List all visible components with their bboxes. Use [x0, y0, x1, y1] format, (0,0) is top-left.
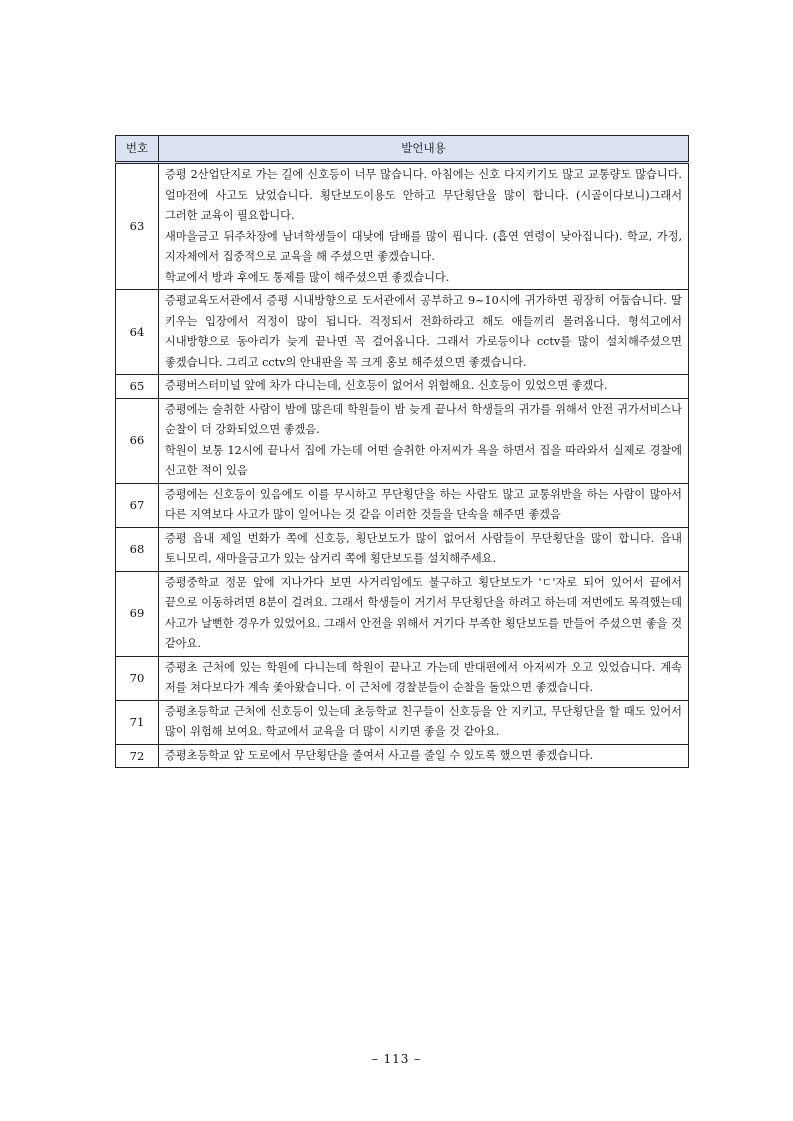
table-row — [116, 571, 689, 656]
content-paragraph: 증평초등학교 근처에 신호등이 있는데 초등학교 친구들이 신호등을 안 지키고, 무단횡단을 할 때도 있어서 많이 위험해 보여요. 학교에서 교육을 더 많이 시키면 좋을 것 같아요. — [165, 704, 682, 738]
row-number: 71 — [116, 700, 159, 744]
table-row — [116, 375, 689, 399]
row-number: 66 — [116, 398, 159, 483]
content-paragraph: 증평 2산업단지로 가는 길에 신호등이 너무 많습니다. 아침에는 신호 다지키기도 많고 교통량도 많습니다. 얼마전에 사고도 났었습니다. 횡단보도이용도 안하고 무단횡단을 많이 합니다. (시골이다보니)그래서 그러한 교육이 필요합니다. — [165, 168, 682, 222]
row-content — [159, 571, 689, 656]
row-number: 63 — [116, 163, 159, 290]
row-content — [159, 744, 689, 768]
row-number: 64 — [116, 290, 159, 375]
content-paragraph: 증평에는 술취한 사람이 밤에 많은데 학원들이 밤 늦게 끝나서 학생들의 귀가를 위해서 안전 귀가서비스나 순찰이 더 강화되었으면 좋겠음. — [165, 402, 682, 436]
row-content — [159, 483, 689, 527]
content-paragraph: 증평 읍내 제일 번화가 쪽에 신호등, 횡단보도가 많이 없어서 사람들이 무단횡단을 많이 합니다. 읍내 토니모리, 새마을금고가 있는 삼거리 쪽에 횡단보도를 설치해주세요. — [165, 531, 682, 565]
row-number: 72 — [116, 744, 159, 768]
row-content — [159, 163, 689, 290]
content-paragraph: 증평중학교 정문 앞에 지나가다 보면 사거리임에도 불구하고 횡단보도가 'ㄷ'자로 되어 있어서 끝에서 끝으로 이동하려면 8분이 걸려요. 그래서 학생들이 거기서 무단횡단을 하려고 하는데 저번에도 목격했는데 사고가 날뻔한 경우가 있었어요. 그래서 안전을 위해서 거기다 부족한 횡단보도를 만들어 주셨으면 좋을 것 같아요. — [165, 575, 682, 650]
content-paragraph: 학원이 보통 12시에 끝나서 집에 가는데 어떤 술취한 아저씨가 욕을 하면서 집을 따라와서 실제로 경찰에 신고한 적이 있음 — [165, 443, 682, 477]
table-row — [116, 744, 689, 768]
table-row — [116, 656, 689, 700]
header-content: 발언내용 — [159, 136, 689, 163]
row-content — [159, 398, 689, 483]
table-row — [116, 483, 689, 527]
table-row — [116, 163, 689, 290]
table-row — [116, 527, 689, 571]
content-paragraph: 증평초 근처에 있는 학원에 다니는데 학원이 끝나고 가는데 반대편에서 아저씨가 오고 있었습니다. 계속 저를 쳐다보다가 계속 좇아왔습니다. 이 근처에 경찰분들이 순찰을 돌았으면 좋겠습니다. — [165, 660, 682, 694]
page-number: – 113 – — [371, 1052, 422, 1066]
row-content — [159, 375, 689, 399]
content-paragraph: 증평버스터미널 앞에 차가 다니는데, 신호등이 없어서 위험해요. 신호등이 있었으면 좋겠다. — [165, 379, 608, 392]
content-paragraph: 증평초등학교 앞 도로에서 무단횡단을 줄여서 사고를 줄일 수 있도록 했으면 좋겠습니다. — [165, 748, 594, 762]
row-number: 68 — [116, 527, 159, 571]
content-paragraph: 증평에는 신호등이 있음에도 이를 무시하고 무단횡단을 하는 사람도 많고 교통위반을 하는 사람이 많아서 다른 지역보다 사고가 많이 일어나는 것 같음 이러한 것들을 단속을 해주면 좋겠음 — [165, 487, 682, 521]
opinion-table — [115, 135, 689, 768]
row-content — [159, 656, 689, 700]
table-body — [116, 163, 689, 768]
content-paragraph: 학교에서 방과 후에도 통제를 많이 해주셨으면 좋겠습니다. — [165, 270, 450, 284]
table-row — [116, 700, 689, 744]
table-row — [116, 398, 689, 483]
row-content — [159, 527, 689, 571]
header-number: 번호 — [116, 136, 159, 163]
table-header-row — [116, 136, 689, 163]
row-number: 70 — [116, 656, 159, 700]
row-content — [159, 700, 689, 744]
row-number: 65 — [116, 375, 159, 399]
table-row — [116, 290, 689, 375]
row-number: 69 — [116, 571, 159, 656]
row-number: 67 — [116, 483, 159, 527]
content-paragraph: 증평교육도서관에서 증평 시내방향으로 도서관에서 공부하고 9~10시에 귀가하면 굉장히 어둡습니다. 딸 키우는 입장에서 걱정이 많이 됩니다. 걱정되서 전화하라고 해도 애들끼리 몰려옵니다. 형석고에서 시내방향으로 동아리가 늦게 끝나면 꼭 걸어옵니다. 그래서 가로등이나 cctv를 많이 설치해주셨으면 좋겠습니다. 그리고 cctv의 안내판을 꼭 크게 홍보 해주셨으면 좋겠습니다. — [165, 294, 682, 369]
content-paragraph: 새마을금고 뒤주차장에 남녀학생들이 대낮에 담배를 많이 핍니다. (흡연 연령이 낮아집니다). 학교, 가정, 지자체에서 집중적으로 교육을 해 주셨으면 좋겠습니다. — [165, 229, 682, 263]
row-content — [159, 290, 689, 375]
